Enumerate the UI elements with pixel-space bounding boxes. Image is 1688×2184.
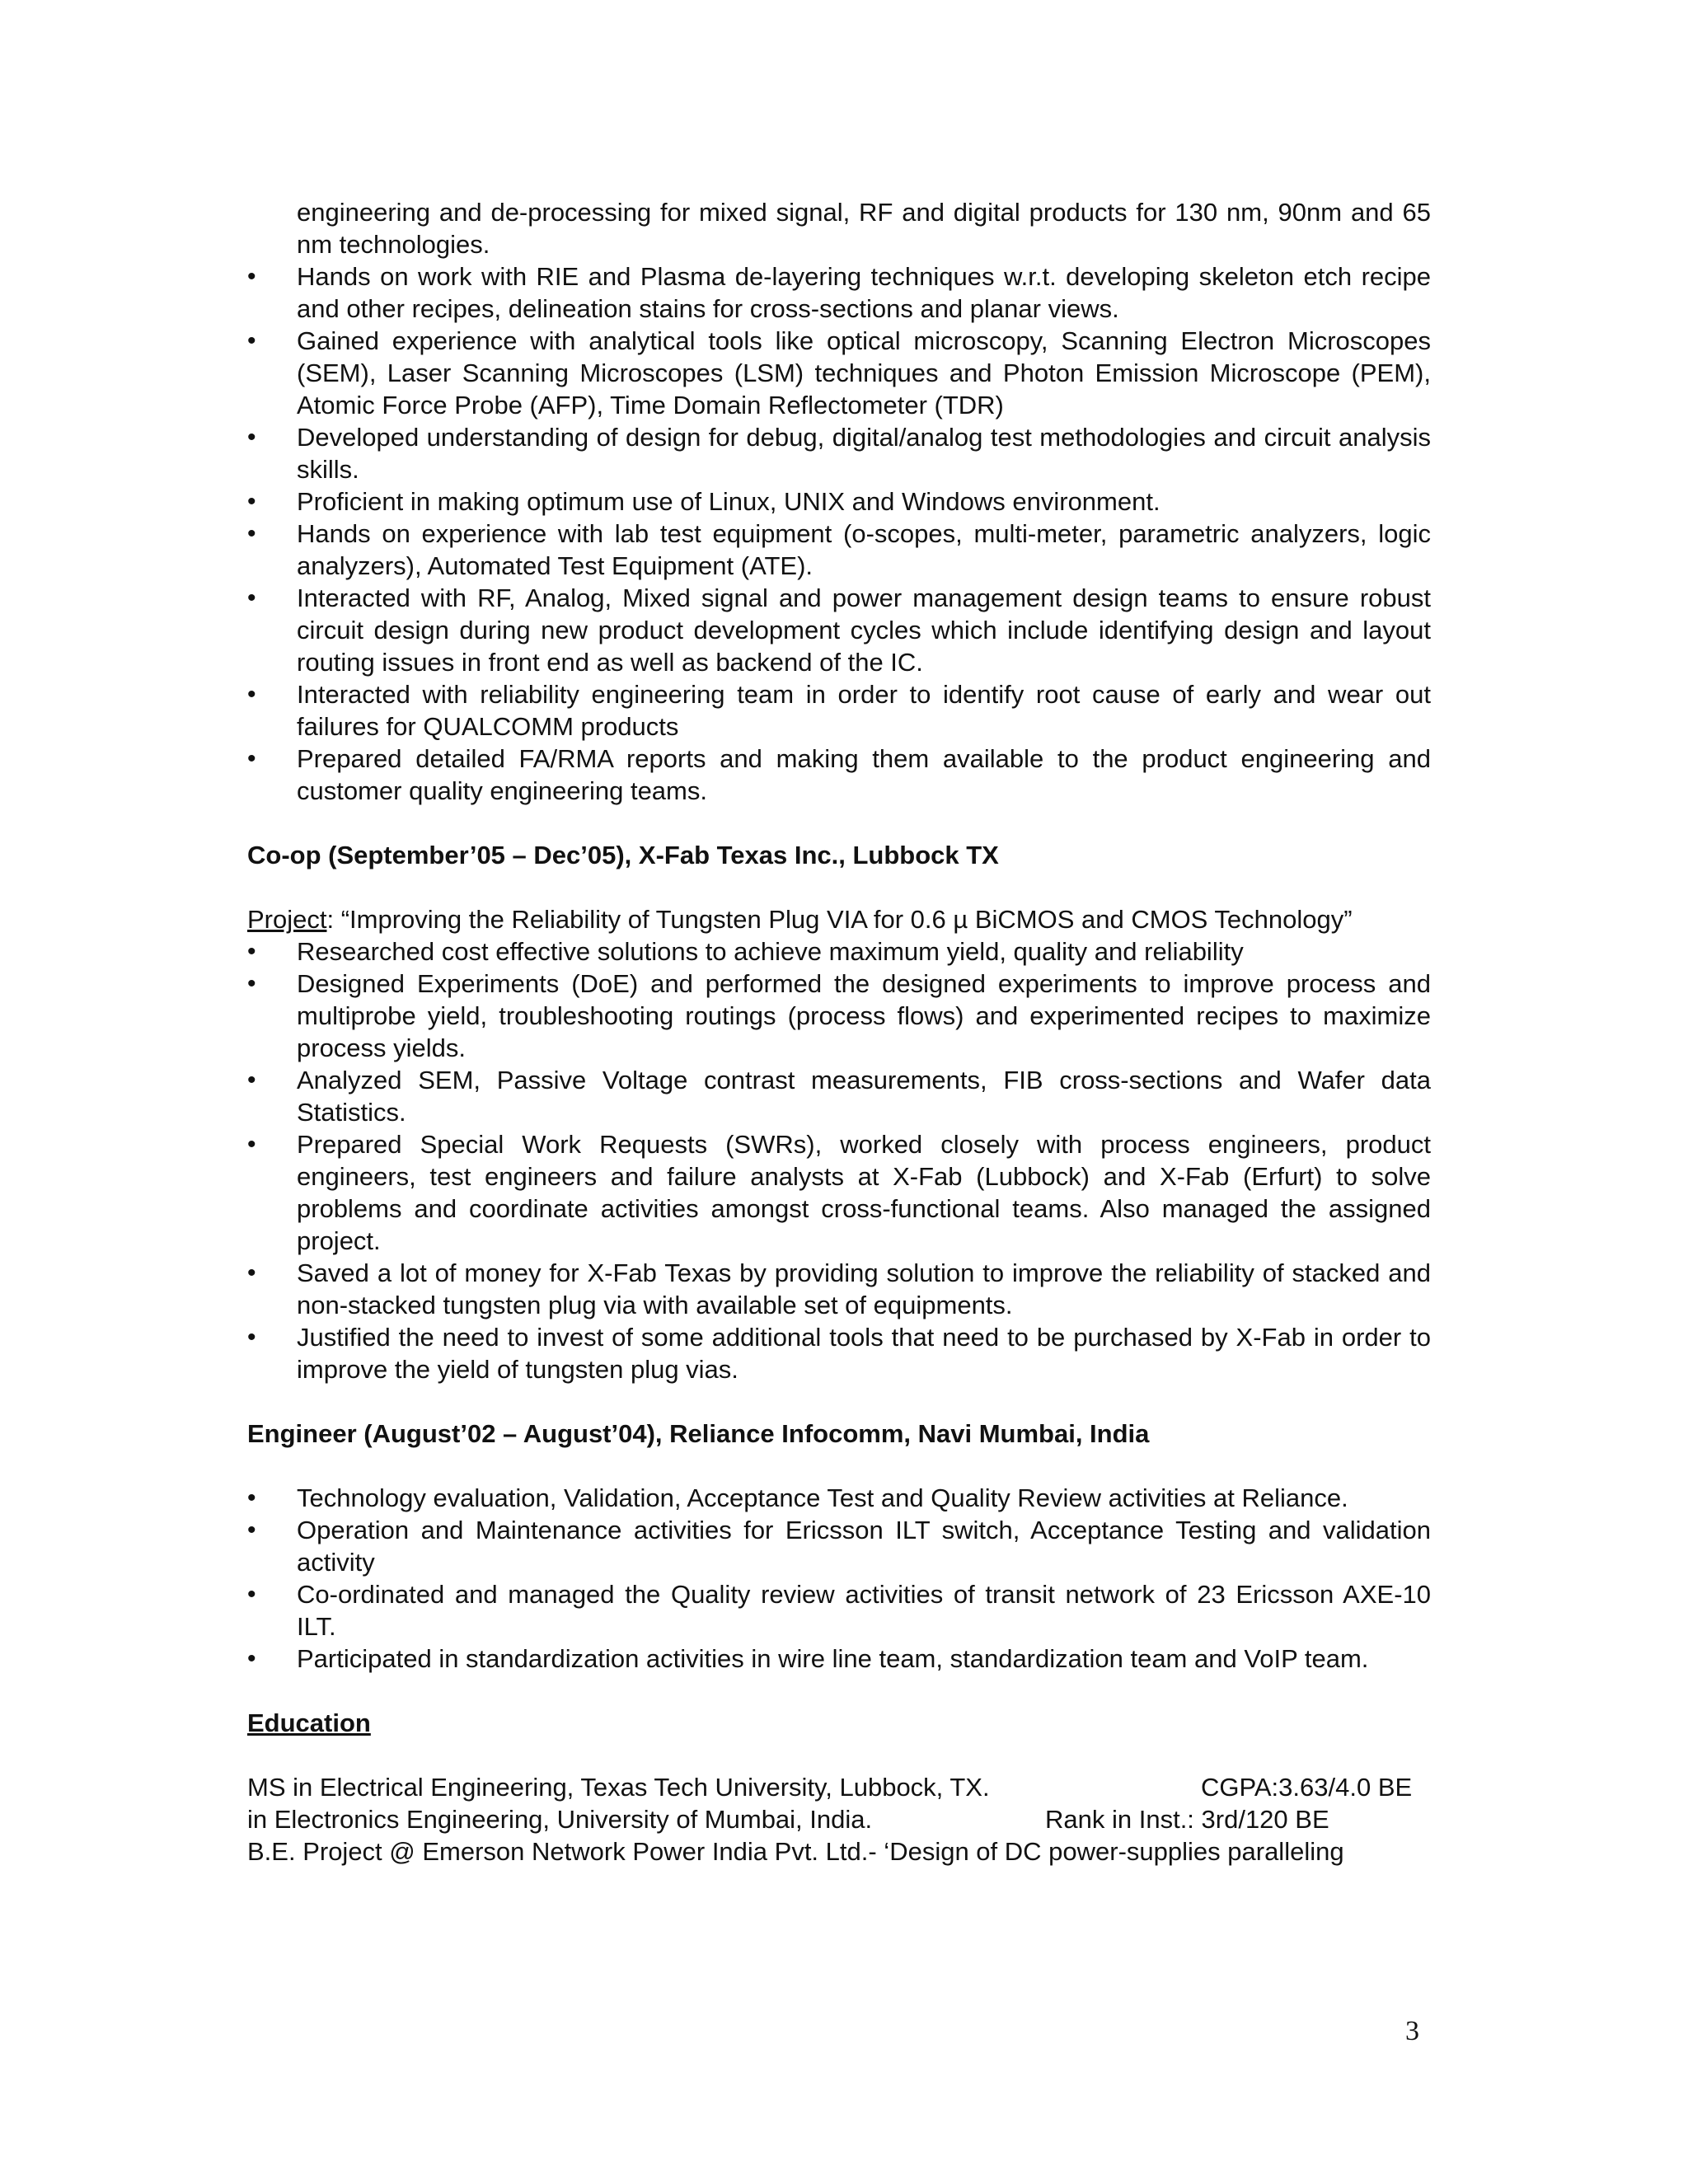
list-item: • Technology evaluation, Validation, Acceptance Test and Quality Review activities at Reliance. — [247, 1482, 1431, 1514]
list-item: • Interacted with reliability engineering team in order to identify root cause of early and wear out failures for QUALCOMM products — [247, 678, 1431, 743]
page-number: 3 — [1405, 2016, 1419, 2046]
education-rank: Rank in Inst.: 3rd/120 BE — [1045, 1805, 1329, 1834]
list-item: • Proficient in making optimum use of Linux, UNIX and Windows environment. — [247, 485, 1431, 518]
project-label: Project — [247, 905, 327, 934]
list-item: • Hands on experience with lab test equipment (o-scopes, multi-meter, parametric analyzers, logic analyzers), Automated Test Equipment (ATE). — [247, 518, 1431, 582]
list-item: • Designed Experiments (DoE) and performed the designed experiments to improve process and multiprobe yield, troubleshooting routings (process flows) and experimented recipes to maximize process yields. — [247, 968, 1431, 1064]
list-item: • Developed understanding of design for debug, digital/analog test methodologies and circuit analysis skills. — [247, 421, 1431, 485]
lead-paragraph: engineering and de-processing for mixed signal, RF and digital products for 130 nm, 90nm and 65 nm technologies. — [297, 198, 1431, 259]
list-item: • Participated in standardization activities in wire line team, standardization team and VoIP team. — [247, 1643, 1431, 1675]
education-line-3 — [247, 1835, 1431, 1868]
list-item: • Prepared detailed FA/RMA reports and making them available to the product engineering and customer quality engineering teams. — [247, 743, 1431, 807]
list-item: • Saved a lot of money for X-Fab Texas by providing solution to improve the reliability of stacked and non-stacked tungsten plug via with available set of equipments. — [247, 1257, 1431, 1321]
list-item: • Gained experience with analytical tools like optical microscopy, Scanning Electron Microscopes (SEM), Laser Scanning Microscopes (LSM) techniques and Photon Emission Microscope (PEM), Atomic Force Probe (AFP), Time Domain Reflectometer (TDR) — [247, 325, 1431, 421]
xfab-project-line — [247, 903, 1431, 935]
list-item: • Researched cost effective solutions to achieve maximum yield, quality and reliability — [247, 935, 1431, 968]
reliance-section-heading: Engineer (August’02 – August’04), Reliance Infocomm, Navi Mumbai, India — [247, 1419, 1150, 1448]
resume-page — [247, 196, 1431, 1868]
list-item: • Hands on work with RIE and Plasma de-layering techniques w.r.t. developing skeleton etch recipe and other recipes, delineation stains for cross-sections and planar views. — [247, 260, 1431, 325]
list-item: • Prepared Special Work Requests (SWRs), worked closely with process engineers, product engineers, test engineers and failure analysts at X-Fab (Lubbock) and X-Fab (Erfurt) to solve problems and coordinate activities amongst cross-functional teams. Also managed the assigned project. — [247, 1128, 1431, 1257]
xfab-section-heading: Co-op (September’05 – Dec’05), X-Fab Texas Inc., Lubbock TX — [247, 841, 999, 869]
project-title: : “Improving the Reliability of Tungsten Plug VIA for 0.6 µ BiCMOS and CMOS Technology” — [326, 905, 1353, 934]
education-degree-be: in Electronics Engineering, University of Mumbai, India. — [247, 1805, 873, 1834]
xfab-bullet-list — [247, 935, 1431, 1385]
list-item: • Justified the need to invest of some additional tools that need to be purchased by X-Fab in order to improve the yield of tungsten plug vias. — [247, 1321, 1431, 1385]
list-item: • Co-ordinated and managed the Quality review activities of transit network of 23 Ericsson AXE-10 ILT. — [247, 1578, 1431, 1643]
education-be-project: B.E. Project @ Emerson Network Power India Pvt. Ltd.- ‘Design of DC power-supplies paralleling — [247, 1837, 1344, 1866]
list-item: • Interacted with RF, Analog, Mixed signal and power management design teams to ensure robust circuit design during new product development cycles which include identifying design and layout routing issues in front end as well as backend of the IC. — [247, 582, 1431, 678]
education-heading: Education — [247, 1708, 371, 1737]
education-cgpa: CGPA:3.63/4.0 BE — [1201, 1773, 1413, 1802]
list-item: • Analyzed SEM, Passive Voltage contrast measurements, FIB cross-sections and Wafer data Statistics. — [247, 1064, 1431, 1128]
qualcomm-bullet-list — [247, 260, 1431, 807]
list-item: • Operation and Maintenance activities for Ericsson ILT switch, Acceptance Testing and validation activity — [247, 1514, 1431, 1578]
education-line-1 — [247, 1771, 1431, 1803]
reliance-bullet-list — [247, 1482, 1431, 1675]
education-line-2 — [247, 1803, 1431, 1835]
education-degree-ms: MS in Electrical Engineering, Texas Tech University, Lubbock, TX. — [247, 1773, 990, 1802]
